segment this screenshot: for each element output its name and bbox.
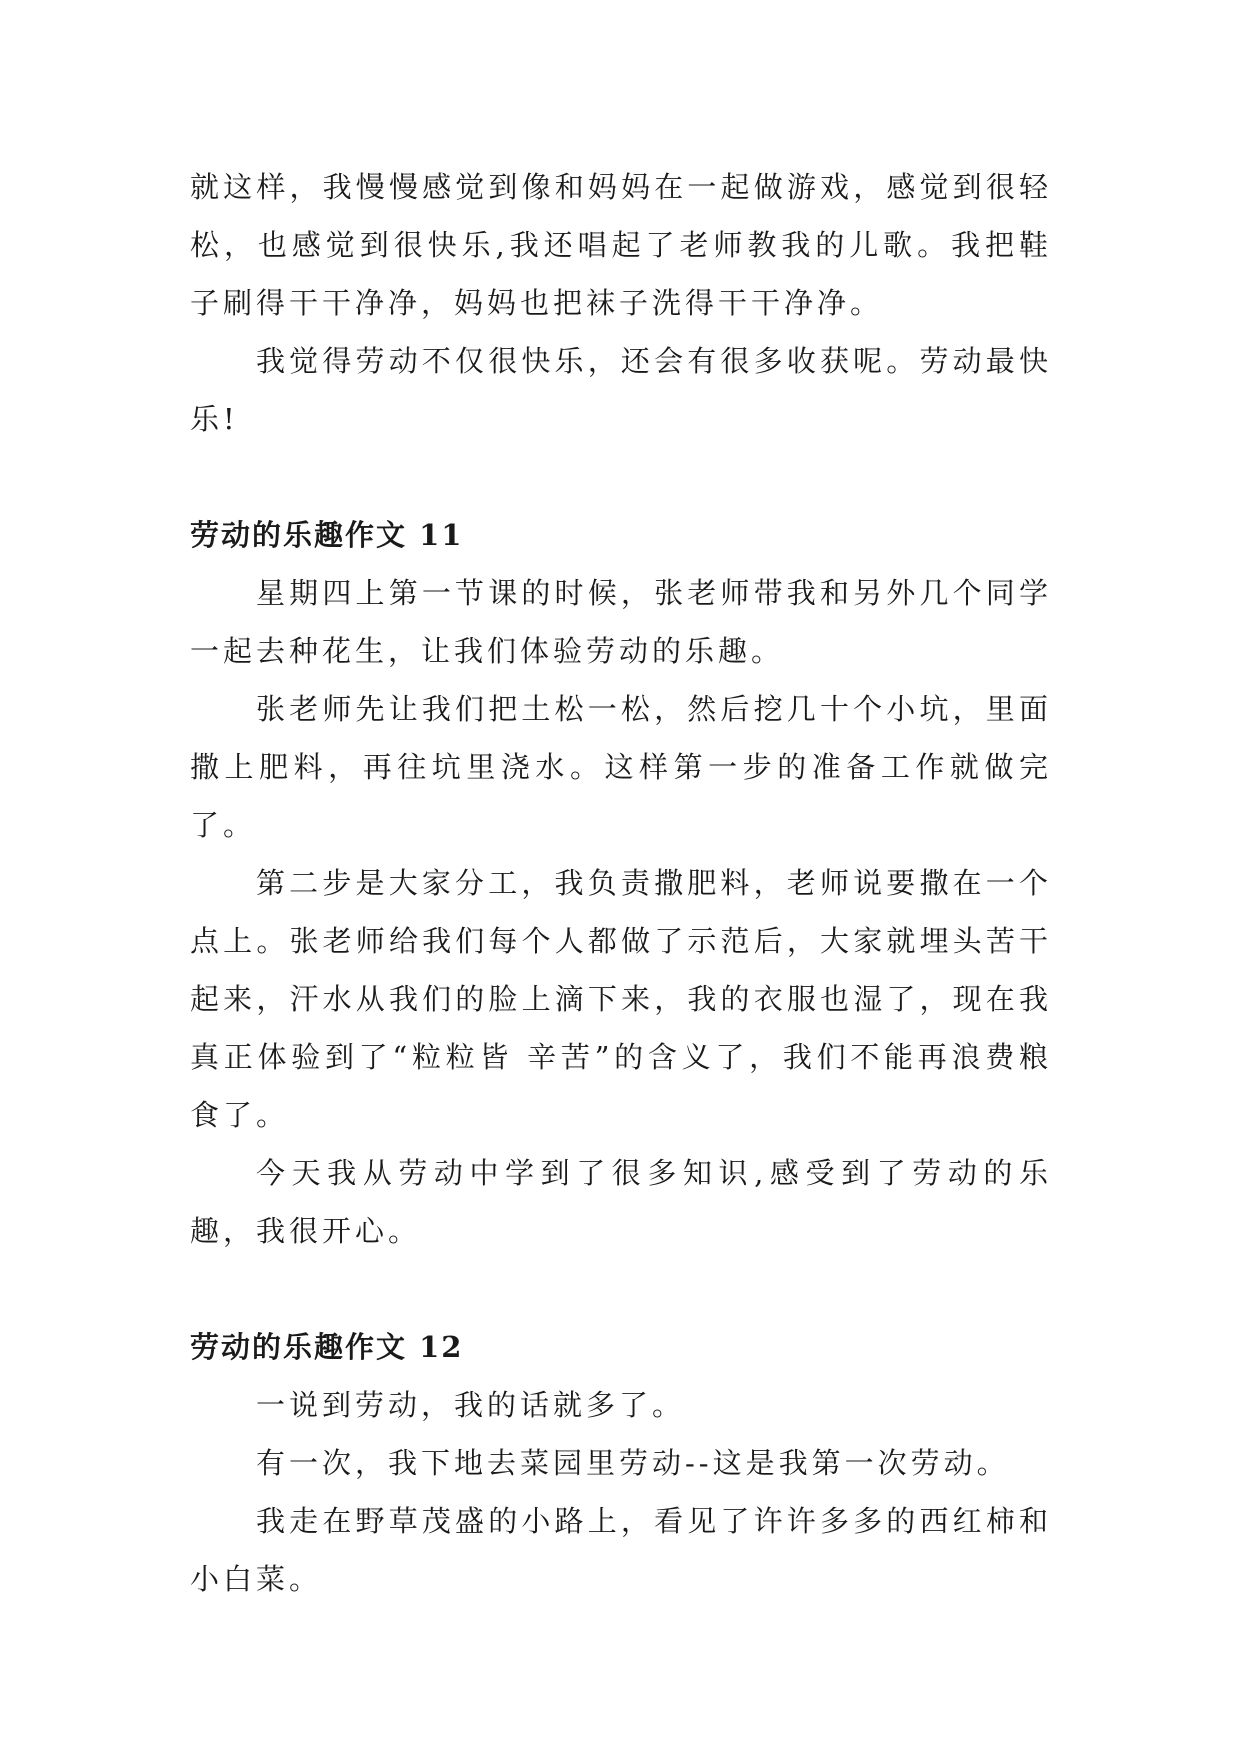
paragraph: 张老师先让我们把土松一松，然后挖几十个小坑，里面撒上肥料，再往坑里浇水。这样第一步的准备工作就做完了。 [190, 692, 1052, 842]
paragraph: 就这样，我慢慢感觉到像和妈妈在一起做游戏，感觉到很轻松，也感觉到很快乐,我还唱起了老师教我的儿歌。我把鞋子刷得干干净净，妈妈也把袜子洗得干干净净。 [190, 170, 1052, 320]
paragraph: 我觉得劳动不仅很快乐，还会有很多收获呢。劳动最快乐! [190, 344, 1052, 436]
section-heading: 劳动的乐趣作文 11 [190, 518, 464, 552]
section-gap [190, 1260, 1052, 1318]
paragraph: 星期四上第一节课的时候，张老师带我和另外几个同学一起去种花生，让我们体验劳动的乐趣。 [190, 576, 1052, 668]
paragraph: 一说到劳动，我的话就多了。 [256, 1388, 686, 1422]
paragraph: 有一次，我下地去菜园里劳动--这是我第一次劳动。 [256, 1446, 1010, 1480]
paragraph: 第二步是大家分工，我负责撒肥料，老师说要撒在一个点上。张老师给我们每个人都做了示范后，大家就埋头苦干起来，汗水从我们的脸上滴下来，我的衣服也湿了，现在我真正体验到了“粒粒皆 辛苦”的含义了，我们不能再浪费粮食了。 [190, 866, 1052, 1132]
section-heading: 劳动的乐趣作文 12 [190, 1330, 464, 1364]
section-gap [190, 448, 1052, 506]
paragraph: 我走在野草茂盛的小路上，看见了许许多多的西红柿和小白菜。 [190, 1504, 1052, 1596]
paragraph: 今天我从劳动中学到了很多知识,感受到了劳动的乐趣，我很开心。 [190, 1156, 1052, 1248]
document-body [190, 158, 1052, 1608]
